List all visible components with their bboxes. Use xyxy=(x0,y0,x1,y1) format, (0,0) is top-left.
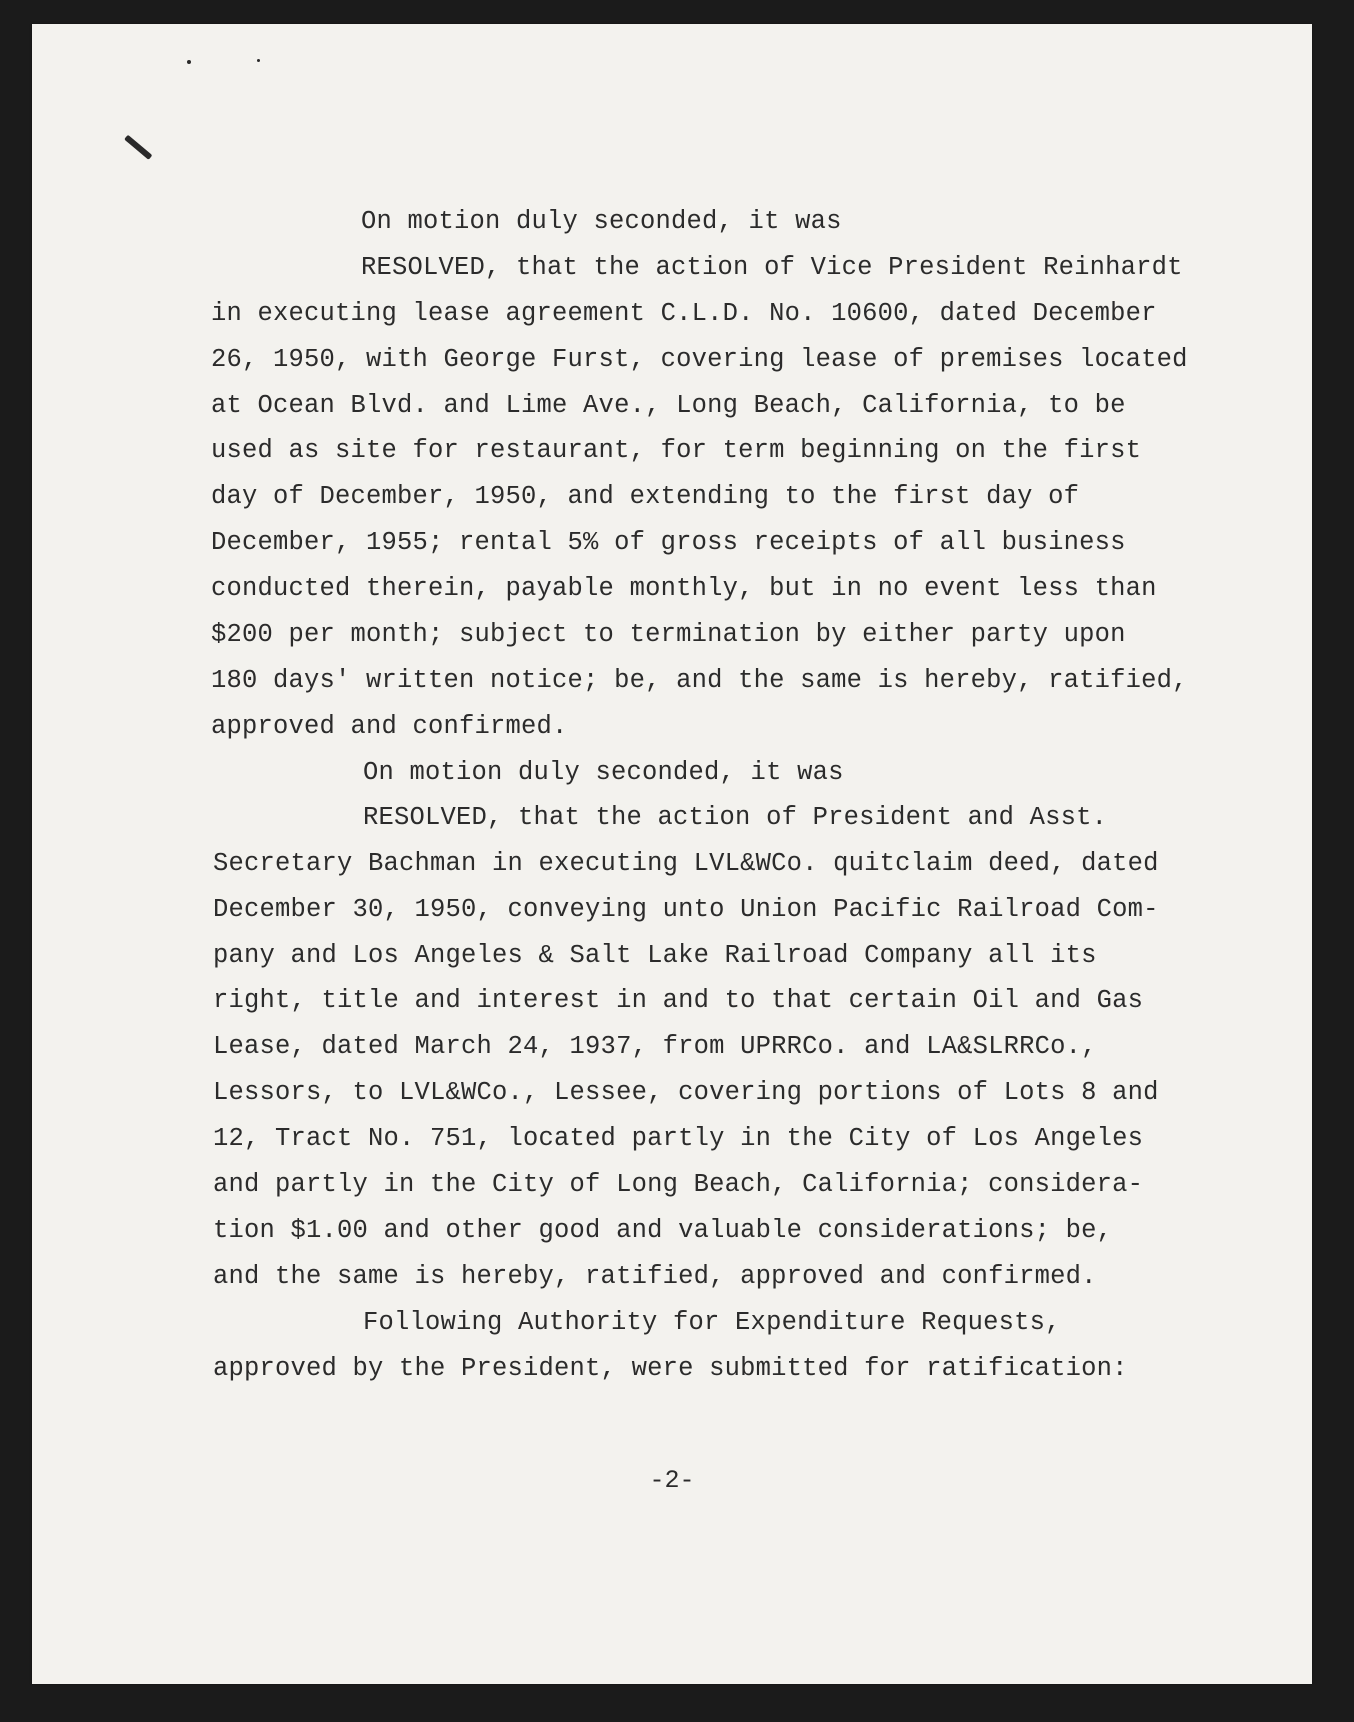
text-line: 180 days' written notice; be, and the same is hereby, ratified, xyxy=(211,666,1188,695)
text-line: Lessors, to LVL&WCo., Lessee, covering portions of Lots 8 and xyxy=(213,1078,1159,1107)
text-line: 26, 1950, with George Furst, covering lease of premises located xyxy=(211,345,1188,374)
text-line: approved and confirmed. xyxy=(211,712,568,741)
text-line: day of December, 1950, and extending to the first day of xyxy=(211,482,1080,511)
text-line: Secretary Bachman in executing LVL&WCo. quitclaim deed, dated xyxy=(213,849,1159,878)
text-line: December, 1955; rental 5% of gross receipts of all business xyxy=(211,528,1126,557)
text-line: Following Authority for Expenditure Requests, xyxy=(363,1308,1061,1337)
text-line: at Ocean Blvd. and Lime Ave., Long Beach, California, to be xyxy=(211,391,1126,420)
text-line: pany and Los Angeles & Salt Lake Railroad Company all its xyxy=(213,941,1097,970)
text-line: used as site for restaurant, for term beginning on the first xyxy=(211,436,1142,465)
text-line: $200 per month; subject to termination by either party upon xyxy=(211,620,1126,649)
text-line: in executing lease agreement C.L.D. No. 10600, dated December xyxy=(211,299,1157,328)
text-line: tion $1.00 and other good and valuable considerations; be, xyxy=(213,1216,1113,1245)
text-line: Lease, dated March 24, 1937, from UPRRCo. and LA&SLRRCo., xyxy=(213,1032,1097,1061)
page-number: -2- xyxy=(649,1466,695,1495)
document-page xyxy=(32,24,1312,1684)
text-line: December 30, 1950, conveying unto Union Pacific Railroad Com- xyxy=(213,895,1159,924)
text-line: On motion duly seconded, it was xyxy=(363,758,844,787)
punch-mark xyxy=(257,59,260,62)
text-line: RESOLVED, that the action of Vice President Reinhardt xyxy=(361,253,1183,282)
text-line: approved by the President, were submitted for ratification: xyxy=(213,1354,1128,1383)
text-line: RESOLVED, that the action of President and Asst. xyxy=(363,803,1108,832)
text-line: and the same is hereby, ratified, approved and confirmed. xyxy=(213,1262,1097,1291)
text-line: and partly in the City of Long Beach, California; considera- xyxy=(213,1170,1144,1199)
punch-mark xyxy=(187,60,191,64)
ink-mark xyxy=(124,135,152,160)
text-line: 12, Tract No. 751, located partly in the City of Los Angeles xyxy=(213,1124,1144,1153)
text-line: On motion duly seconded, it was xyxy=(361,207,842,236)
text-line: right, title and interest in and to that certain Oil and Gas xyxy=(213,986,1144,1015)
text-line: conducted therein, payable monthly, but in no event less than xyxy=(211,574,1157,603)
